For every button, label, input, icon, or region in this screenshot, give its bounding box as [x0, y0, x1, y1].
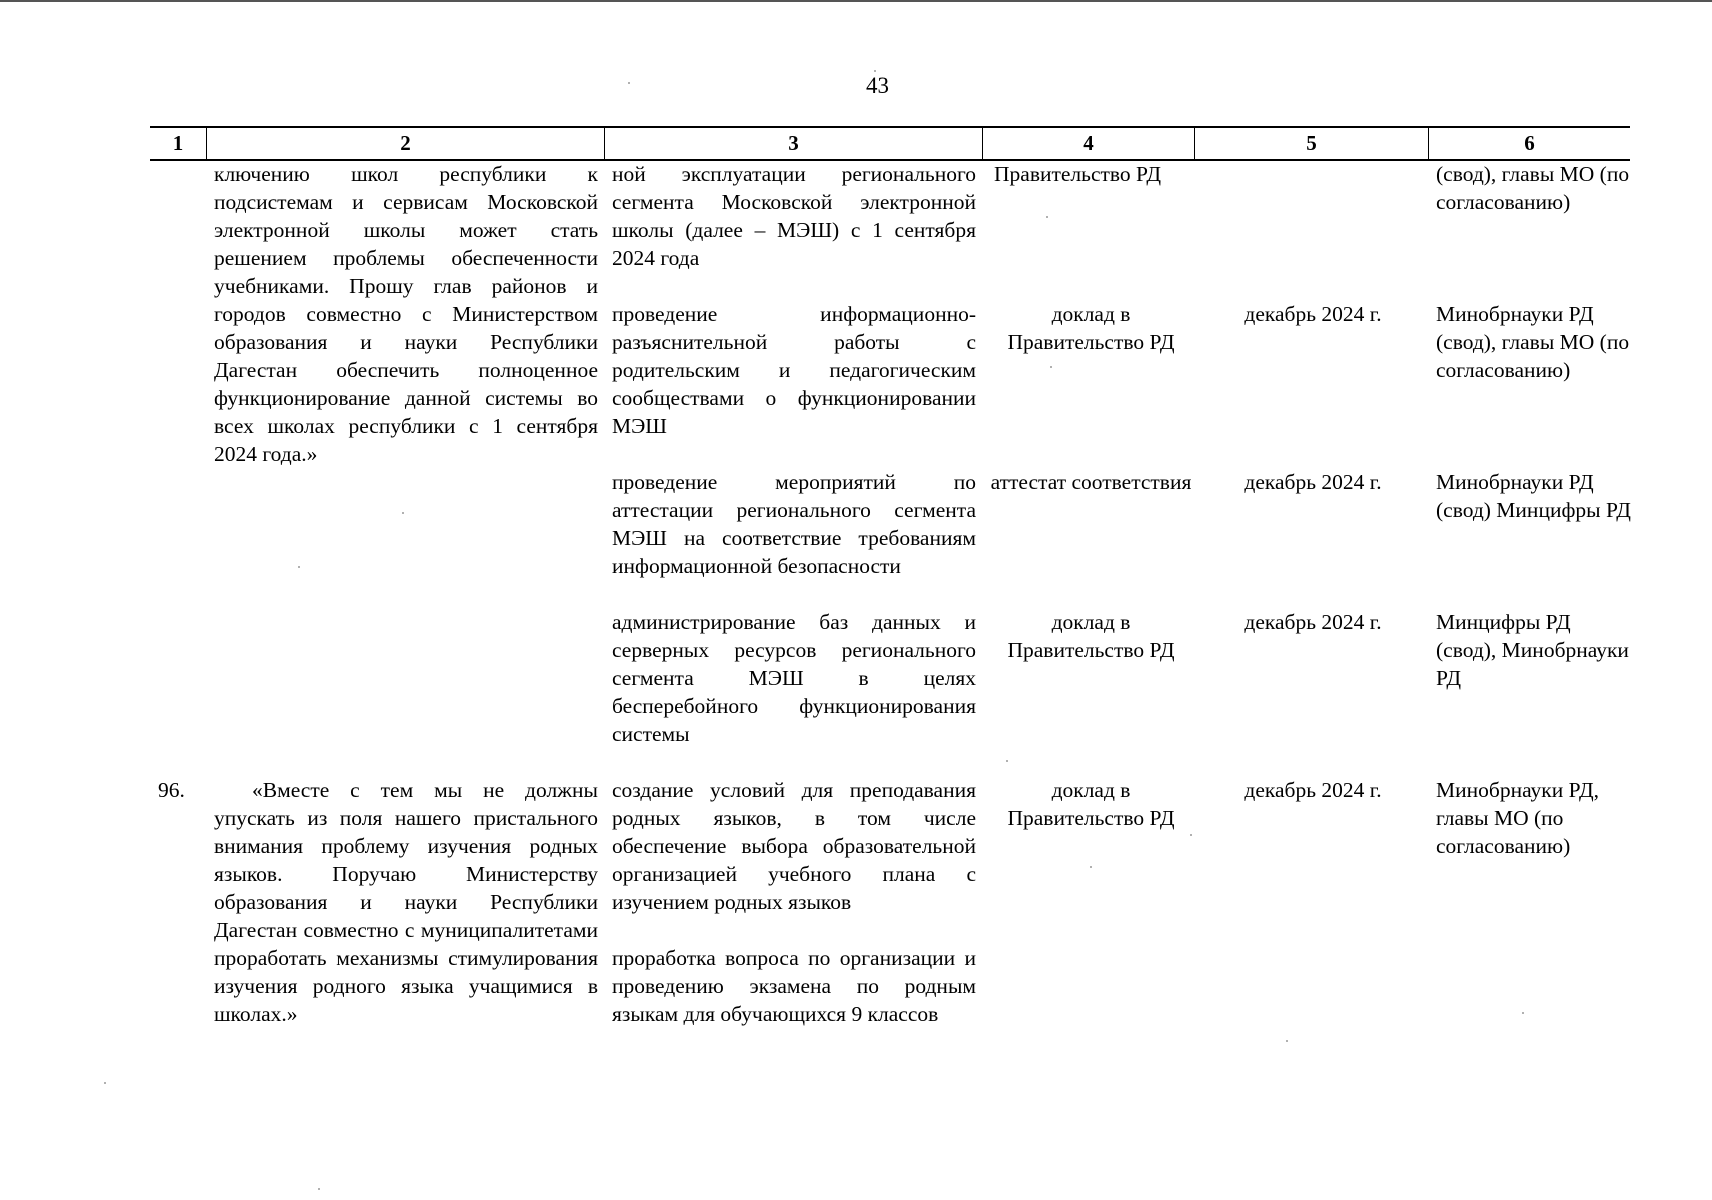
report-form: доклад в Правительство РД — [1007, 302, 1175, 354]
scan-speck — [1046, 216, 1048, 218]
report-form: доклад в Правительство РД — [1007, 610, 1175, 662]
scan-speck — [628, 82, 630, 84]
deadline: декабрь 2024 г. — [1244, 610, 1382, 634]
scan-speck — [1190, 834, 1192, 836]
deadline: декабрь 2024 г. — [1244, 778, 1382, 802]
responsible: (свод), главы МО (по согласованию) — [1436, 162, 1630, 214]
header-col-1: 1 — [172, 131, 184, 155]
header-col-5: 5 — [1194, 128, 1428, 159]
scan-speck — [104, 1082, 106, 1084]
measure-text: проведение мероприятий по аттестации регионального сегмента МЭШ на соответствие требованиям информационной безопасности — [612, 470, 976, 578]
continuation-task-text: ключению школ республики к подсистемам и сервисам Московской электронной школы может стать решением проблемы обеспеченности учебниками. Прошу глав районов и городов совместно с Министерством образования и науки Республики Дагестан обеспечить полноценное функционирование данной системы во всех школах республики с 1 сентября 2024 года.» — [214, 162, 598, 466]
responsible: Минобрнауки РД (свод), главы МО (по согласованию) — [1436, 302, 1630, 382]
deadline: декабрь 2024 г. — [1244, 302, 1382, 326]
task-text: «Вместе с тем мы не должны упускать из поля нашего пристального внимания проблему изучения родных языков. Поручаю Министерству образования и науки Республики Дагестан совместно с муниципалитетами проработать механизмы стимулирования изучения родного языка учащимися в школах.» — [214, 778, 598, 1026]
deadline: декабрь 2024 г. — [1244, 470, 1382, 494]
scan-speck — [1286, 1040, 1288, 1042]
measure-text: ной эксплуатации регионального сегмента Московской электронной школы (далее – МЭШ) с 1 сентября 2024 года — [612, 162, 976, 270]
scan-speck — [318, 1188, 320, 1190]
scan-speck — [1090, 866, 1092, 868]
item-number: 96. — [158, 778, 185, 802]
scan-speck — [402, 512, 404, 514]
scan-speck — [298, 566, 300, 568]
header-col-4: 4 — [982, 128, 1194, 159]
page-number: 43 — [866, 73, 889, 98]
scan-speck — [874, 70, 876, 72]
header-col-6: 6 — [1428, 128, 1630, 159]
responsible: Минобрнауки РД (свод) Минцифры РД — [1436, 470, 1631, 522]
report-form: аттестат соответствия — [990, 470, 1192, 494]
table-header-row — [150, 126, 1630, 161]
responsible: Минобрнауки РД, главы МО (по согласованию) — [1436, 778, 1599, 858]
responsible: Минцифры РД (свод), Минобрнауки РД — [1436, 610, 1629, 690]
measure-text: создание условий для преподавания родных языков, в том числе обеспечение выбора образовательной организацией учебного плана с изучением родных языков — [612, 778, 976, 914]
report-form: Правительство РД — [994, 162, 1162, 186]
header-col-3: 3 — [604, 128, 982, 159]
scan-speck — [1006, 760, 1008, 762]
measure-text: проработка вопроса по организации и проведению экзамена по родным языкам для обучающихся 9 классов — [612, 946, 976, 1026]
report-form: доклад в Правительство РД — [1007, 778, 1175, 830]
measure-text: проведение информационно-разъяснительной работы с родительским и педагогическим сообществами о функционировании МЭШ — [612, 302, 976, 438]
header-col-2: 2 — [206, 128, 604, 159]
scan-speck — [1050, 366, 1052, 368]
top-edge-line — [0, 0, 1712, 2]
scan-speck — [1522, 1012, 1524, 1014]
measure-text: администрирование баз данных и серверных ресурсов регионального сегмента МЭШ в целях бесперебойного функционирования системы — [612, 610, 976, 746]
